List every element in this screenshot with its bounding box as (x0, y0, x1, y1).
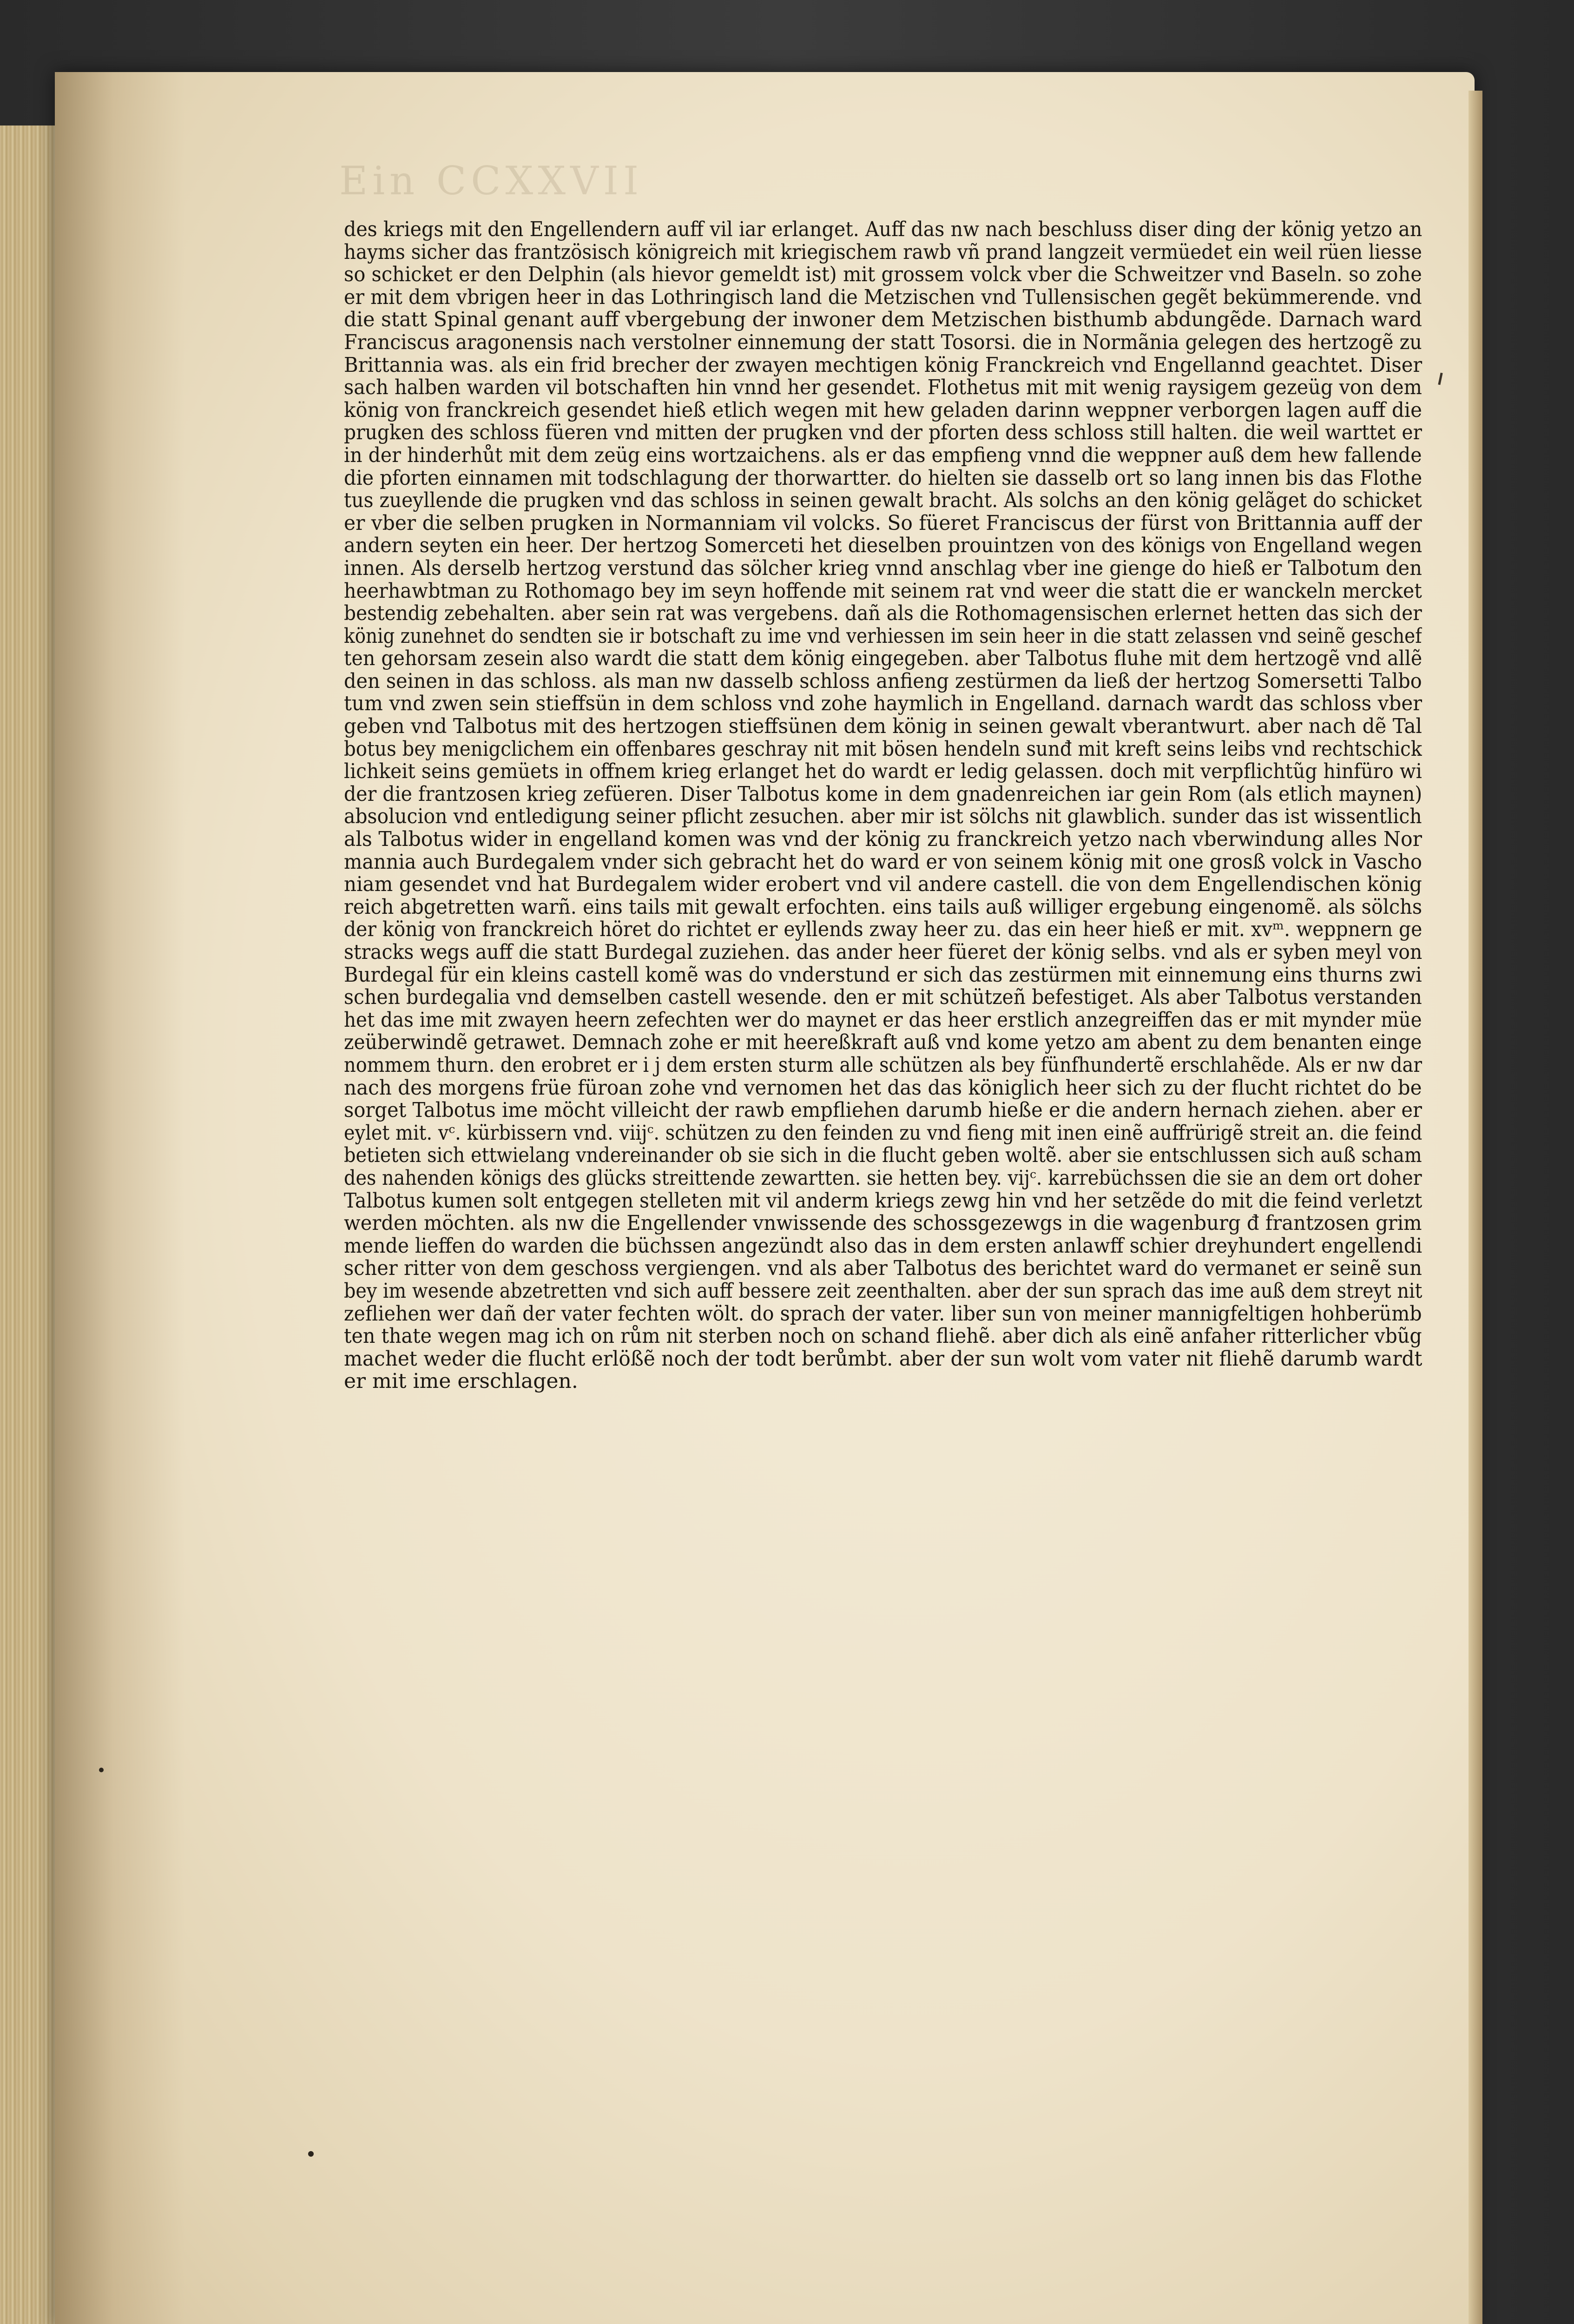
text-line: bestendig zebehalten. aber sein rat was vergebens. dañ als die Rothomagensischen erlernet hetten das sich der (344, 602, 1422, 625)
text-line: reich abgetretten warñ. eins tails mit gewalt erfochten. eins tails auß williger ergebung eingenomẽ. als sölchs (344, 896, 1423, 919)
text-line: Burdegal für ein kleins castell komẽ was do vnderstund er sich das zestürmen mit einnemung eins thurns zwi (344, 964, 1422, 987)
text-line: hayms sicher das frantzösisch königreich mit kriegischem rawb vñ prand langzeit vermüedet ein weil rüen liesse (344, 241, 1422, 264)
text-line: Franciscus aragonensis nach verstolner einnemung der statt Tosorsi. die in Normãnia gelegen des hertzogẽ zu (344, 331, 1422, 354)
text-line: so schicket er den Delphin (als hievor gemeldt ist) mit grossem volck vber die Schweitzer vnd Baseln. so zohe (344, 264, 1422, 286)
text-line: innen. Als derselb hertzog verstund das sölcher krieg vnnd anschlag vber ine gienge do hieß er Talbotum den (344, 557, 1422, 580)
text-line: absolucion vnd entledigung seiner pflicht zesuchen. aber mir ist sölchs nit glawblich. sunder das ist wissentlich (344, 805, 1422, 829)
text-line: könig zunehnet do sendten sie ir botschaft zu ime vnd verhiessen im sein heer in die statt zelassen vnd seinẽ geschef (344, 625, 1422, 648)
text-line: des nahenden königs des glücks streittende zewartten. sie hetten bey. vijᶜ. karrebüchssen die sie an dem ort doher (344, 1167, 1422, 1190)
text-line: lichkeit seins gemüets in offnem krieg erlanget het do wardt er ledig gelassen. doch mit verpflichtũg hinfüro wi (344, 760, 1422, 783)
text-line: niam gesendet vnd hat Burdegalem wider erobert vnd vil andere castell. die von dem Engellendischen könig (344, 873, 1422, 896)
text-line: sorget Talbotus ime möcht villeicht der rawb empfliehen darumb hieße er die andern hernach ziehen. aber er (344, 1099, 1422, 1122)
text-line: bey im wesende abzetretten vnd sich auff bessere zeit zeenthalten. aber der sun sprach das ime auß dem streyt nit (344, 1280, 1423, 1303)
text-line: machet weder die flucht erlößẽ noch der todt berůmbt. aber der sun wolt vom vater nit fliehẽ darumb wardt (344, 1347, 1423, 1371)
text-line: heerhawbtman zu Rothomago bey im seyn hoffende mit seinem rat vnd weer die statt die er wanckeln mercket (344, 580, 1422, 603)
text-line: botus bey menigclichem ein offenbares geschray nit mit bösen hendeln sunđ mit kreft seins leibs vnd rechtschick (344, 738, 1422, 761)
text-line: könig von franckreich gesendet hieß etlich wegen mit hew geladen darinn weppner verborgen lagen auff die (344, 399, 1422, 422)
text-line: scher ritter von dem geschoss vergiengen. vnd als aber Talbotus des berichtet ward do vermanet er seinẽ sun (344, 1257, 1422, 1280)
page-edge-right (1469, 91, 1482, 2324)
text-line: mende lieffen do warden die büchssen angezündt also das in dem ersten anlawff schier dreyhundert engellendi (344, 1235, 1423, 1258)
text-line: nommem thurn. den erobret er i j dem ersten sturm alle schützen als bey fünfhundertẽ erschlahẽde. Als er nw dar (344, 1054, 1422, 1077)
text-line: er vber die selben prugken in Normanniam vil volcks. So füeret Franciscus der fürst von Brittannia auff der (344, 512, 1422, 535)
text-line: in der hinderhůt mit dem zeüg eins wortzaichens. als er das empfieng vnnd die weppner auß dem hew fallende (344, 444, 1422, 467)
text-line: betieten sich ettwielang vndereinander ob sie sich in die flucht geben woltẽ. aber sie entschlussen sich auß scham (344, 1144, 1422, 1167)
text-line: ten thate wegen mag ich on rům nit sterben noch on schand fliehẽ. aber dich als einẽ anfaher ritterlicher vbũg (344, 1325, 1422, 1348)
text-line: tum vnd zwen sein stieffsün in dem schloss vnd zohe haymlich in Engelland. darnach wardt das schloss vber (344, 693, 1422, 716)
ink-speck (99, 1768, 104, 1772)
show-through-running-head: Ein CCXXVII (339, 158, 644, 204)
ink-speck (308, 2151, 314, 2157)
text-line: er mit ime erschlagen. (344, 1370, 578, 1393)
text-line: andern seyten ein heer. Der hertzog Somerceti het dieselben prouintzen von des königs von Engelland wegen (344, 535, 1422, 557)
text-line: prugken des schloss füeren vnd mitten der prugken vnd der pforten dess schloss still halten. die weil warttet er (344, 422, 1422, 444)
text-line: nach des morgens früe füroan zohe vnd vernomen het das das königlich heer sich zu der flucht richtet do be (344, 1076, 1422, 1100)
text-line: werden möchten. als nw die Engellender vnwissende des schossgezewgs in die wagenburg đ frantzosen grim (344, 1212, 1422, 1235)
text-line: zefliehen wer dañ der vater fechten wölt. do sprach der vater. liber sun von meiner mannigfeltigen hohberümb (344, 1302, 1422, 1326)
gutter-shadow (55, 72, 185, 2324)
text-line: der könig von franckreich höret do richtet er eyllends zway heer zu. das ein heer hieß er mit. xvᵐ. weppnern ge (344, 918, 1422, 941)
text-line: Talbotus kumen solt entgegen stelleten mit vil anderm kriegs zewg hin vnd her setzẽde do mit die feind verletzt (344, 1189, 1423, 1213)
text-line: sach halben warden vil botschaften hin vnnd her gesendet. Flothetus mit mit wenig raysigem gezeüg von dem (344, 376, 1422, 399)
text-line: die pforten einnamen mit todschlagung der thorwartter. do hielten sie dasselb ort so lang innen bis das Flothe (344, 467, 1423, 490)
text-line: als Talbotus wider in engelland komen was vnd der könig zu franckreich yetzo nach vberwindung alles Nor (344, 828, 1422, 851)
text-line: tus zueyllende die prugken vnd das schloss in seinen gewalt bracht. Als solchs an den könig gelãget do schicket (344, 489, 1422, 512)
text-line: die statt Spinal genant auff vbergebung der inwoner dem Metzischen bisthumb abdungẽde. Darnach ward (344, 309, 1423, 331)
text-line: zeüberwindẽ getrawet. Demnach zohe er mit heereßkraft auß vnd kome yetzo am abent zu dem benanten einge (344, 1031, 1422, 1054)
text-line: geben vnd Talbotus mit des hertzogen stieffsünen dem könig in seinen gewalt vberantwurt. aber nach dẽ Tal (344, 715, 1422, 738)
text-line: er mit dem vbrigen heer in das Lothringisch land die Metzischen vnd Tullensischen gegẽt bekümmerende. vnd (344, 286, 1422, 309)
text-line: eylet mit. vᶜ. kürbissern vnd. viijᶜ. schützen zu den feinden zu vnd fieng mit inen einẽ auffrürigẽ streit an. die feind (344, 1122, 1423, 1145)
text-line: ten gehorsam zesein also wardt die statt dem könig eingegeben. aber Talbotus fluhe mit dem hertzogẽ vnd allẽ (344, 647, 1422, 670)
text-line: des kriegs mit den Engellendern auff vil iar erlanget. Auff das nw nach beschluss diser ding der könig yetzo an (344, 218, 1422, 241)
text-line: der die frantzosen krieg zefüeren. Diser Talbotus kome in dem gnadenreichen iar gein Rom (als etlich maynen) (344, 783, 1423, 806)
text-line: den seinen in das schloss. als man nw dasselb schloss anfieng zestürmen da ließ der hertzog Somersetti Talbo (344, 670, 1422, 693)
text-line: stracks wegs auff die statt Burdegal zuziehen. das ander heer füeret der könig selbs. vnd als er syben meyl von (344, 941, 1423, 964)
body-text (344, 218, 1422, 1613)
text-line: het das ime mit zwayen heern zefechten wer do maynet er das heer erstlich anzegreiffen das er mit mynder müe (344, 1009, 1422, 1032)
text-line: Brittannia was. als ein frid brecher der zwayen mechtigen könig Franckreich vnd Engellannd geachtet. Diser (344, 354, 1423, 377)
text-line: schen burdegalia vnd demselben castell wesende. den er mit schützeñ befestiget. Als aber Talbotus verstanden (344, 986, 1422, 1009)
text-line: mannia auch Burdegalem vnder sich gebracht het do ward er von seinem könig mit one grosß volck in Vascho (344, 851, 1422, 874)
